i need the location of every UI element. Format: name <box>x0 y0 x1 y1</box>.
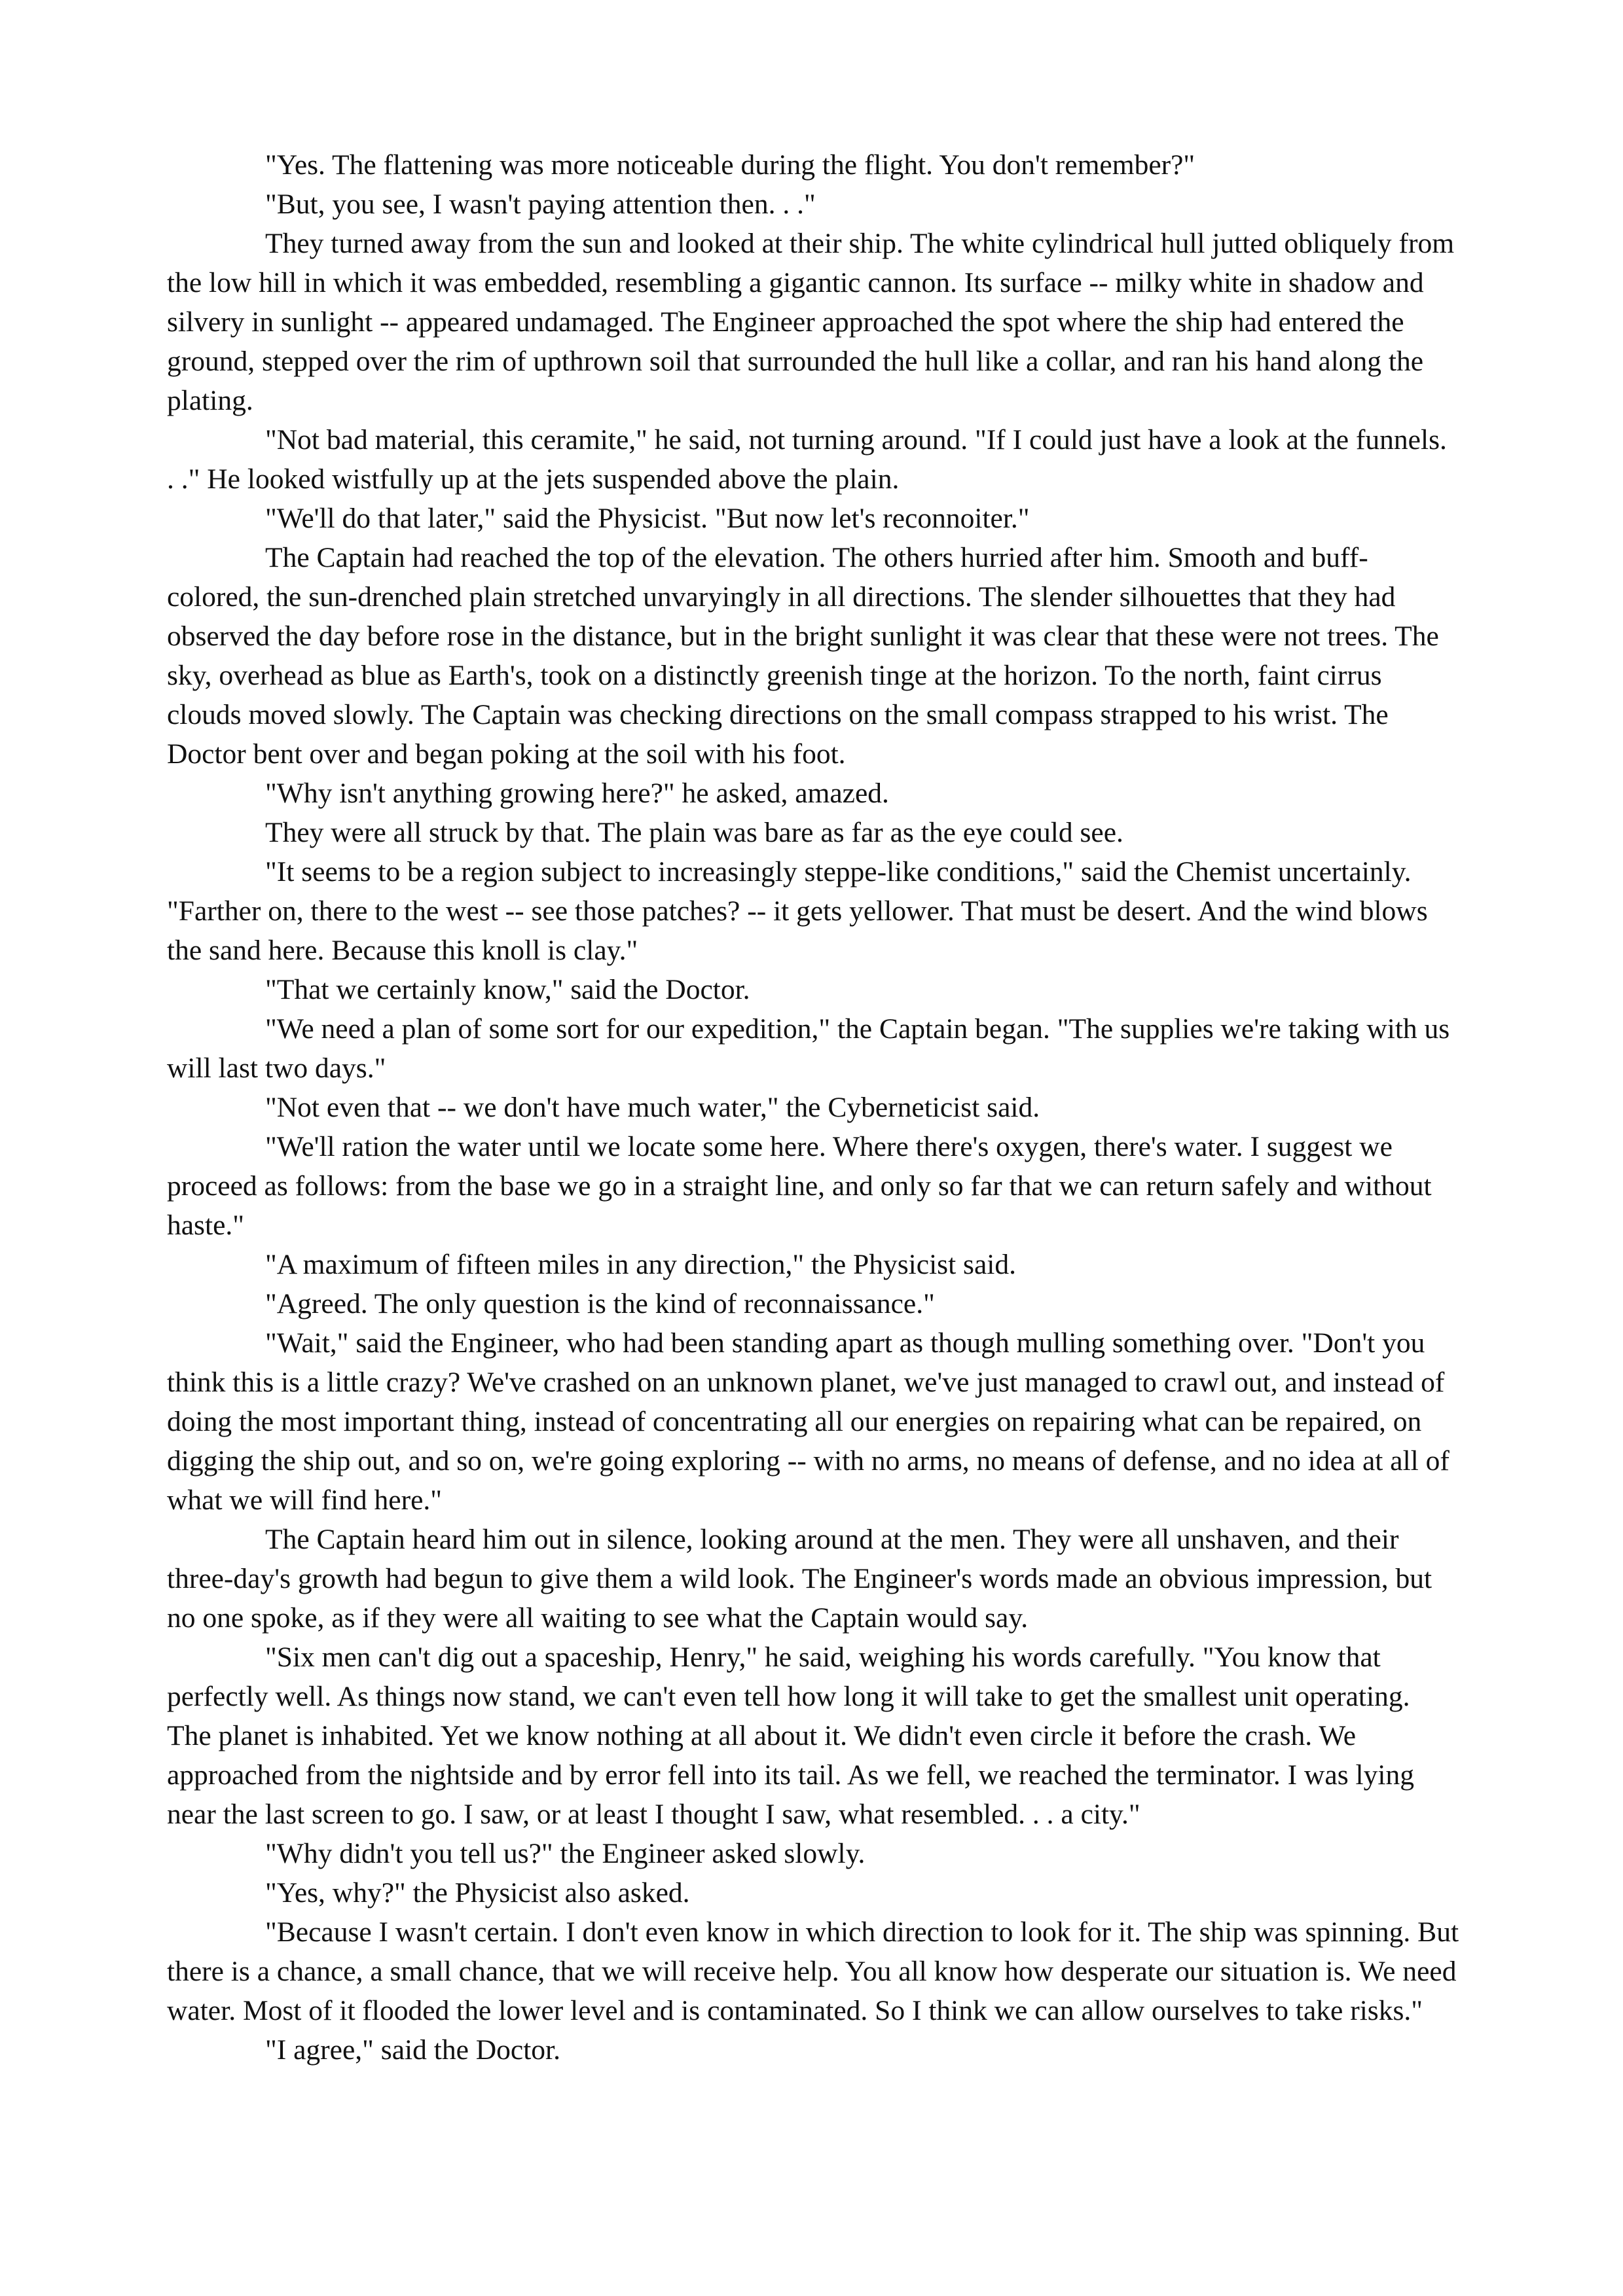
paragraph: They turned away from the sun and looked at their ship. The white cylindrical hull jutted obliquely from the low hill in which it was embedded, resembling a gigantic cannon. Its surface -- milky white in shadow and silvery in sunlight -- appeared undamaged. The Engineer approached the spot where the ship had entered the ground, stepped over the rim of upthrown soil that surrounded the hull like a collar, and ran his hand along the plating. <box>167 228 1455 416</box>
paragraph: "I agree," said the Doctor. <box>265 2034 561 2066</box>
body-text <box>167 145 1460 2070</box>
paragraph: "But, you see, I wasn't paying attention then. . ." <box>265 188 816 220</box>
paragraph: "We'll do that later," said the Physicist. "But now let's reconnoiter." <box>265 503 1030 534</box>
paragraph: "Yes, why?" the Physicist also asked. <box>265 1877 690 1909</box>
paragraph: "Wait," said the Engineer, who had been standing apart as though mulling something over. "Don't you think this is a little crazy? We've crashed on an unknown planet, we've just managed to crawl out, and instead of doing the most important thing, instead of concentrating all our energies on repairing what can be repaired, on digging the ship out, and so on, we're going exploring -- with no arms, no means of defense, and no idea at all of what we will find here." <box>167 1327 1450 1516</box>
paragraph: "Not even that -- we don't have much water," the Cyberneticist said. <box>265 1092 1040 1123</box>
paragraph: "A maximum of fifteen miles in any direction," the Physicist said. <box>265 1249 1016 1280</box>
paragraph: "Six men can't dig out a spaceship, Henry," he said, weighing his words carefully. "You know that perfectly well. As things now stand, we can't even tell how long it will take to get the smallest unit operating. The planet is inhabited. Yet we know nothing at all about it. We didn't even circle it before the crash. We approached from the nightside and by error fell into its tail. As we fell, we reached the terminator. I was lying near the last screen to go. I saw, or at least I thought I saw, what resembled. . . a city." <box>167 1641 1414 1830</box>
paragraph: "We need a plan of some sort for our expedition," the Captain began. "The supplies we're taking with us will last two days." <box>167 1013 1450 1084</box>
paragraph: "We'll ration the water until we locate some here. Where there's oxygen, there's water. I suggest we proceed as follows: from the base we go in a straight line, and only so far that we can return safely and without haste." <box>167 1131 1432 1241</box>
paragraph: "Why didn't you tell us?" the Engineer asked slowly. <box>265 1838 866 1869</box>
paragraph: "That we certainly know," said the Doctor. <box>265 974 750 1005</box>
paragraph: The Captain had reached the top of the elevation. The others hurried after him. Smooth and buff-colored, the sun-drenched plain stretched unvaryingly in all directions. The slender silhouettes that they had observed the day before rose in the distance, but in the bright sunlight it was clear that these were not trees. The sky, overhead as blue as Earth's, took on a distinctly greenish tinge at the horizon. To the north, faint cirrus clouds moved slowly. The Captain was checking directions on the small compass strapped to his wrist. The Doctor bent over and began poking at the soil with his foot. <box>167 542 1439 770</box>
paragraph: "Why isn't anything growing here?" he asked, amazed. <box>265 778 889 809</box>
paragraph: "Not bad material, this ceramite," he said, not turning around. "If I could just have a look at the funnels. . ." He looked wistfully up at the jets suspended above the plain. <box>167 424 1447 495</box>
paragraph: The Captain heard him out in silence, looking around at the men. They were all unshaven, and their three-day's growth had begun to give them a wild look. The Engineer's words made an obvious impression, but no one spoke, as if they were all waiting to see what the Captain would say. <box>167 1524 1432 1634</box>
paragraph: "Agreed. The only question is the kind of reconnaissance." <box>265 1288 935 1319</box>
paragraph: "It seems to be a region subject to increasingly steppe-like conditions," said the Chemist uncertainly. "Farther on, there to the west -- see those patches? -- it gets yellower. That must be desert. And the wind blows the sand here. Because this knoll is clay." <box>167 856 1428 966</box>
paragraph: "Yes. The flattening was more noticeable during the flight. You don't remember?" <box>265 149 1195 181</box>
paragraph: "Because I wasn't certain. I don't even know in which direction to look for it. The ship was spinning. But there is a chance, a small chance, that we will receive help. You all know how desperate our situation is. We need water. Most of it flooded the lower level and is contaminated. So I think we can allow ourselves to take risks." <box>167 1916 1459 2026</box>
paragraph: They were all struck by that. The plain was bare as far as the eye could see. <box>265 817 1123 848</box>
